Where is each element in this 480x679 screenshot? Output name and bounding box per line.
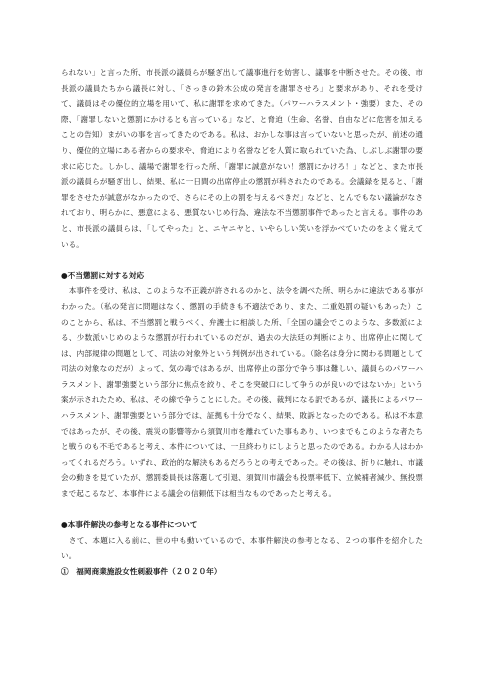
section-heading-reference-cases: ●本事件解決の参考となる事件について: [61, 520, 198, 530]
paragraph-response: 本事件を受け、私は、このような不正義が許されるのかと、法令を調べた所、明らかに違法である事がわかった。（私の発言に問題はなく、懲罰の手続きも不適法であり、また、二重処罰の疑いもあった）このことから、私は、不当懲罰と戦うべく、弁護士に相談した所、「全国の議会でこのような、多数派による、少数派いじめのような懲罰が行われているのだが、過去の大法廷の判断により、出席停止に関しては、内部規律の問題として、司法の対象外という判例が出されている。（除名は身分に関わる問題として司法の対象なのだが）よって、気の毒ではあるが、出席停止の部分で争う事は難しい、議員らのパワーハラスメント、謝罪強要という部分に焦点を絞り、そこを突破口にして争うのが良いのではないか」という案が示されたため、私は、その線で争うことにした。その後、裁判になる訳であるが、議長によるパワーハラスメント、謝罪強要という部分では、証拠も十分でなく、結果、敗訴となったのである。私は不本意ではあったが、その後、震災の影響等から須賀川市を離れていた事もあり、いつまでもこのような者たちと戦うのも不毛であると考え、本件については、一旦終わりにしようと思ったのである。わかる人はわかってくれるだろう。いずれ、政治的な解決もあるだろうとの考えであった。その後は、折りに触れ、市議会の動きを見ていたが、懲罰委員長は落選して引退、須賀川市議会も投票率低下、立候補者減少、無投票まで起こるなど、本事件による議会の信頼低下は相当なものであったと考える。: [61, 286, 423, 499]
section-heading-response: ●不当懲罰に対する対応: [61, 270, 145, 280]
reference-case-item-1: ① 福岡商業施設女性刺殺事件（２０２０年）: [61, 567, 222, 576]
paragraph-intro: られない」と言った所、市長派の議員らが騒ぎ出して議事進行を妨害し、議事を中断させた。その後、市長派の議員たちから議長に対し、「さっきの鈴木公成の発言を謝罪させろ」と要求があり、それを受けて、議員はその優位的立場を用いて、私に謝罪を求めてきた。（パワーハラスメント・強要）また、その際、「謝罪しないと懲罰にかけるとも言っている」など、と脅迫（生命、名誉、自由などに危害を加えることの告知）まがいの事を言ってきたのである。私は、おかしな事は言っていないと思ったが、前述の通り、優位的立場にある者からの要求や、脅迫により名誉などを人質に取られていた為、しぶしぶ謝罪の要求に応じた。しかし、議場で謝罪を行った所、「謝罪に誠意がない！懲罰にかけろ！」などと、また市長派の議員らが騒ぎ出し、結果、私に一日間の出席停止の懲罰が科されたのである。会議録を見ると、「謝罪をさせたが誠意がなかったので、さらにその上の罰を与えるべきだ」などと、とんでもない議論がなされており、明らかに、悪意による、悪質ないじめ行為、違法な不当懲罰事件であったと言える。事件のあと、市長派の議員らは、「してやった」と、ニヤニヤと、いやらしい笑いを浮かべていたのをよく覚えている。: [61, 68, 423, 249]
paragraph-reference-intro: さて、本題に入る前に、世の中も動いているので、本事件解決の参考となる、２つの事件を紹介したい。: [61, 535, 423, 561]
document-body: [61, 65, 423, 580]
